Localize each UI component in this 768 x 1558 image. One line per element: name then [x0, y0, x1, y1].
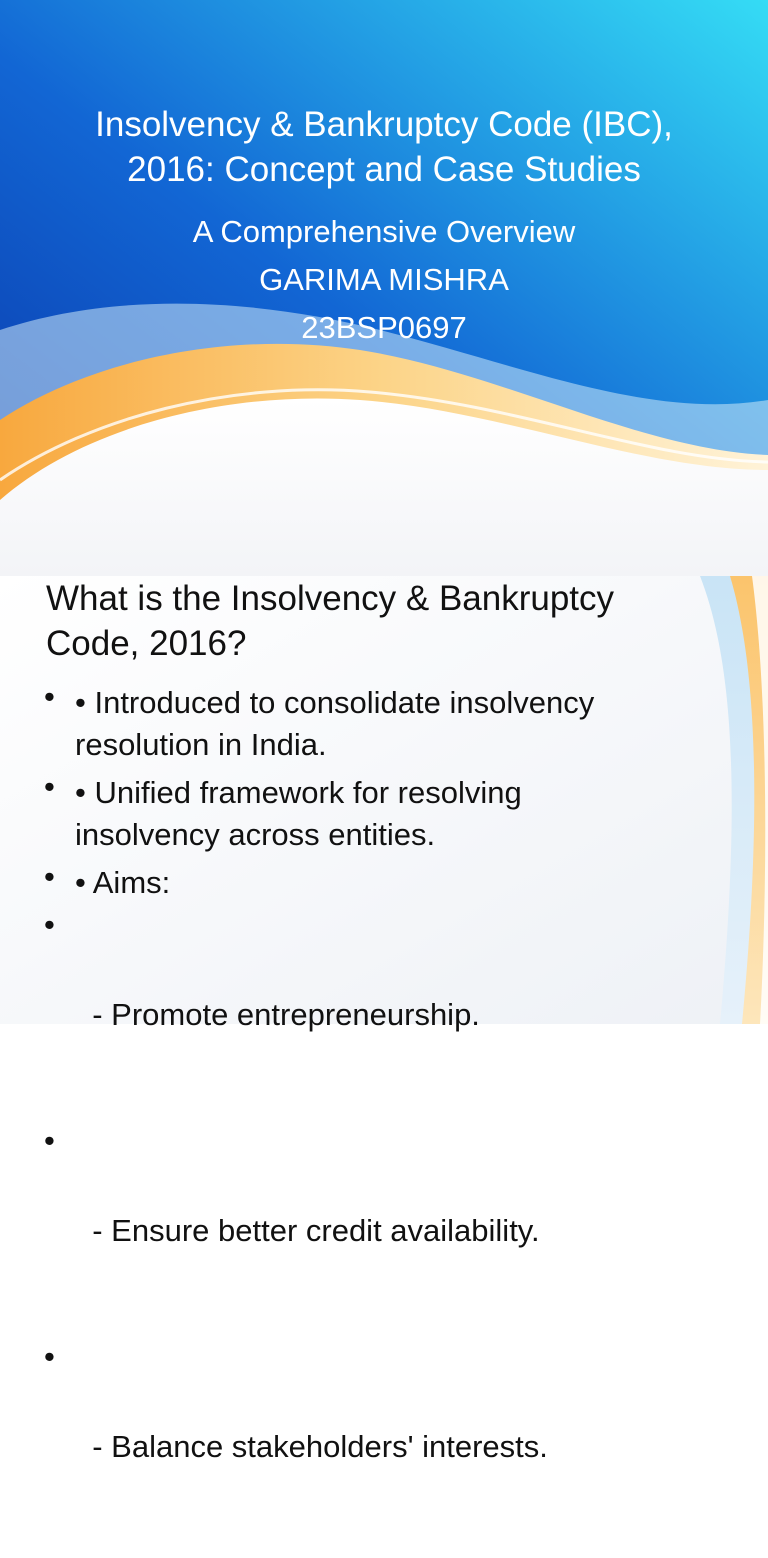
bullet-icon: • [44, 859, 55, 894]
bullet-icon: • [44, 679, 55, 714]
content-slide [0, 576, 768, 1464]
subtitle-block [0, 208, 768, 352]
bullet-line: • Introduced to consolidate insolvency [75, 685, 595, 720]
bullet-line: - Promote entrepreneurship. [75, 997, 480, 1032]
bullet-text [75, 1126, 726, 1336]
list-item [44, 769, 726, 856]
author-name: GARIMA MISHRA [259, 262, 509, 297]
bullet-line: • Unified framework for resolving [75, 775, 522, 810]
list-item [44, 1123, 726, 1336]
slide-title [0, 102, 768, 192]
bullet-text [75, 862, 726, 904]
bullet-icon: • [44, 769, 55, 804]
list-item [44, 679, 726, 766]
bullet-icon: • [44, 907, 55, 942]
title-block [0, 102, 768, 192]
title-slide [0, 0, 768, 576]
bullet-icon: • [44, 1339, 55, 1374]
heading-line: Code, 2016? [46, 624, 247, 663]
bullet-text [75, 910, 726, 1120]
bullet-line: resolution in India. [75, 727, 327, 762]
list-item [44, 859, 726, 904]
list-item [44, 1339, 726, 1552]
bullet-line: insolvency across entities. [75, 817, 436, 852]
bullet-line: - Balance stakeholders' interests. [75, 1429, 548, 1464]
list-item [44, 907, 726, 1120]
content-slide-heading [46, 576, 736, 666]
slide-subtitle: A Comprehensive Overview [192, 214, 576, 249]
bullet-text [75, 1342, 726, 1552]
bullet-line: • Aims: [75, 865, 171, 900]
student-id: 23BSP0697 [301, 310, 467, 345]
slide-title-line: 2016: Concept and Case Studies [127, 150, 641, 189]
bullet-text [75, 682, 726, 766]
bullet-list [44, 679, 726, 1558]
bullet-icon: • [44, 1123, 55, 1158]
bullet-text [75, 772, 726, 856]
bullet-line: - Ensure better credit availability. [75, 1213, 540, 1248]
heading-line: What is the Insolvency & Bankruptcy [46, 579, 615, 618]
slide-title-line: Insolvency & Bankruptcy Code (IBC), [95, 105, 673, 144]
